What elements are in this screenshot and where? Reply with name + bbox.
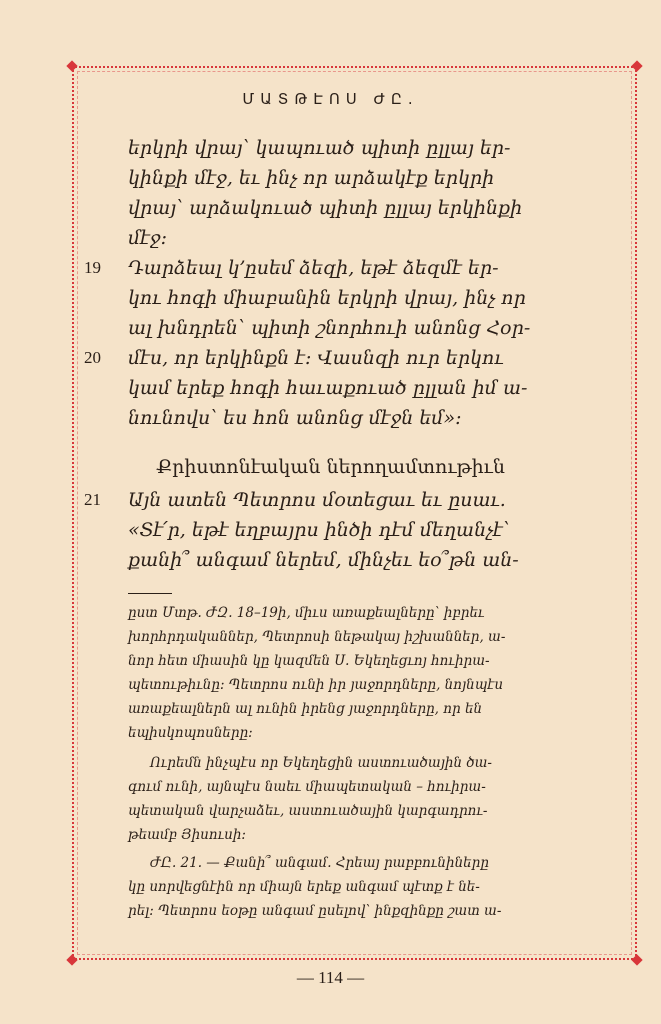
footnote-line: առաքեալներն ալ ունին իրենց յաջորդները, որ են — [128, 701, 483, 717]
body-line — [128, 194, 522, 222]
body-line — [128, 134, 510, 162]
footnote-line: եպիսկոպոսները: — [128, 725, 253, 741]
page-number: — 114 — — [296, 968, 365, 987]
border-corner-top-right — [631, 60, 642, 71]
body-line-text: քանի՞ անգամ ներեմ, մինչեւ եօ՞թն ան- — [128, 549, 519, 571]
body-line-text: Այն ատեն Պետրոս մօտեցաւ եւ ըսաւ. — [128, 489, 506, 511]
footnote-line: րել: Պետրոս եօթը անգամ ըսելով՝ ինքզինքը շատ ա- — [128, 903, 502, 919]
body-line-text: երկրի վրայ՝ կապուած պիտի ըլլայ եր- — [128, 137, 511, 159]
footnote-line: գում ունի, այնպէս նաեւ միապետական – հուիրա- — [128, 779, 486, 795]
body-line-text: նունովս՝ ես հոն անոնց մէջն եմ»: — [128, 407, 462, 429]
body-line — [128, 164, 494, 192]
footnote-line: ըստ Մտթ. ԺԶ. 18–19ի, միւս առաքեալները՝ իբրեւ — [128, 605, 485, 621]
verse-number: 19 — [84, 258, 101, 277]
body-line — [128, 374, 527, 402]
body-line-text: Դարձեալ կ՚ըսեմ ձեզի, եթէ ձեզմէ եր- — [128, 257, 499, 279]
footnote-line: ԺԸ. 21. — Քանի՞ անգամ. Հրեայ րաբբունիները — [150, 855, 489, 871]
section-heading: Քրիստոնէական ներողամտութիւն — [156, 456, 505, 478]
footnote-line: կը սորվեցնէին որ միայն երեք անգամ պէտք է նե- — [128, 879, 480, 895]
body-line — [84, 344, 504, 372]
body-line — [128, 314, 530, 342]
body-line — [84, 486, 506, 514]
body-line — [128, 516, 510, 544]
footnote-line: պետական վարչաձեւ, աստուածային կարգադրու- — [128, 803, 488, 819]
body-line — [128, 546, 519, 574]
body-line-text: «Տէ՛ր, եթէ եղբայրս ինծի դէմ մեղանչէ՝ — [128, 519, 510, 541]
border-corner-bottom-left — [66, 954, 77, 965]
body-line — [128, 404, 462, 432]
border-corner-bottom-right — [631, 954, 642, 965]
body-line — [128, 224, 167, 252]
verse-number: 21 — [84, 490, 101, 509]
body-line-text: մէջ: — [128, 227, 167, 249]
footnote-line: թեամբ Յիսուսի: — [128, 827, 246, 843]
body-line — [128, 284, 526, 312]
body-line-text: մէս, որ երկինքն է: Վասնզի ուր երկու — [128, 347, 504, 369]
body-line — [84, 254, 499, 282]
body-line-text: կինքի մէջ, եւ ինչ որ արձակէք երկրի — [128, 167, 495, 189]
footnote-line: նոր հետ միասին կը կազմեն Ս. Եկեղեցւոյ հուիրա- — [128, 653, 490, 669]
footnote-line: խորհրդականներ, Պետրոսի նեթակայ իշխաններ, ա- — [128, 629, 506, 645]
body-line-text: ալ խնդրեն՝ պիտի շնորհուի անոնց Հօր- — [128, 317, 531, 339]
running-head: ՄԱՏԹԷՈՍ ԺԸ. — [242, 90, 419, 108]
footnote-line: Ուրեմն ինչպէս որ Եկեղեցին աստուածային ծա- — [150, 755, 492, 771]
footnote-separator — [128, 593, 172, 594]
body-line-text: վրայ՝ արձակուած պիտի ըլլայ երկինքի — [128, 197, 523, 219]
verse-number: 20 — [84, 348, 101, 367]
border-corner-top-left — [66, 60, 77, 71]
body-line-text: կամ երեք հոգի հաւաքուած ըլլան իմ ա- — [128, 377, 528, 399]
body-line-text: կու հոգի միաբանին երկրի վրայ, ինչ որ — [128, 287, 526, 309]
footnote-line: պետութիւնը: Պետրոս ունի իր յաջորդները, նոյնպէս — [128, 677, 504, 693]
